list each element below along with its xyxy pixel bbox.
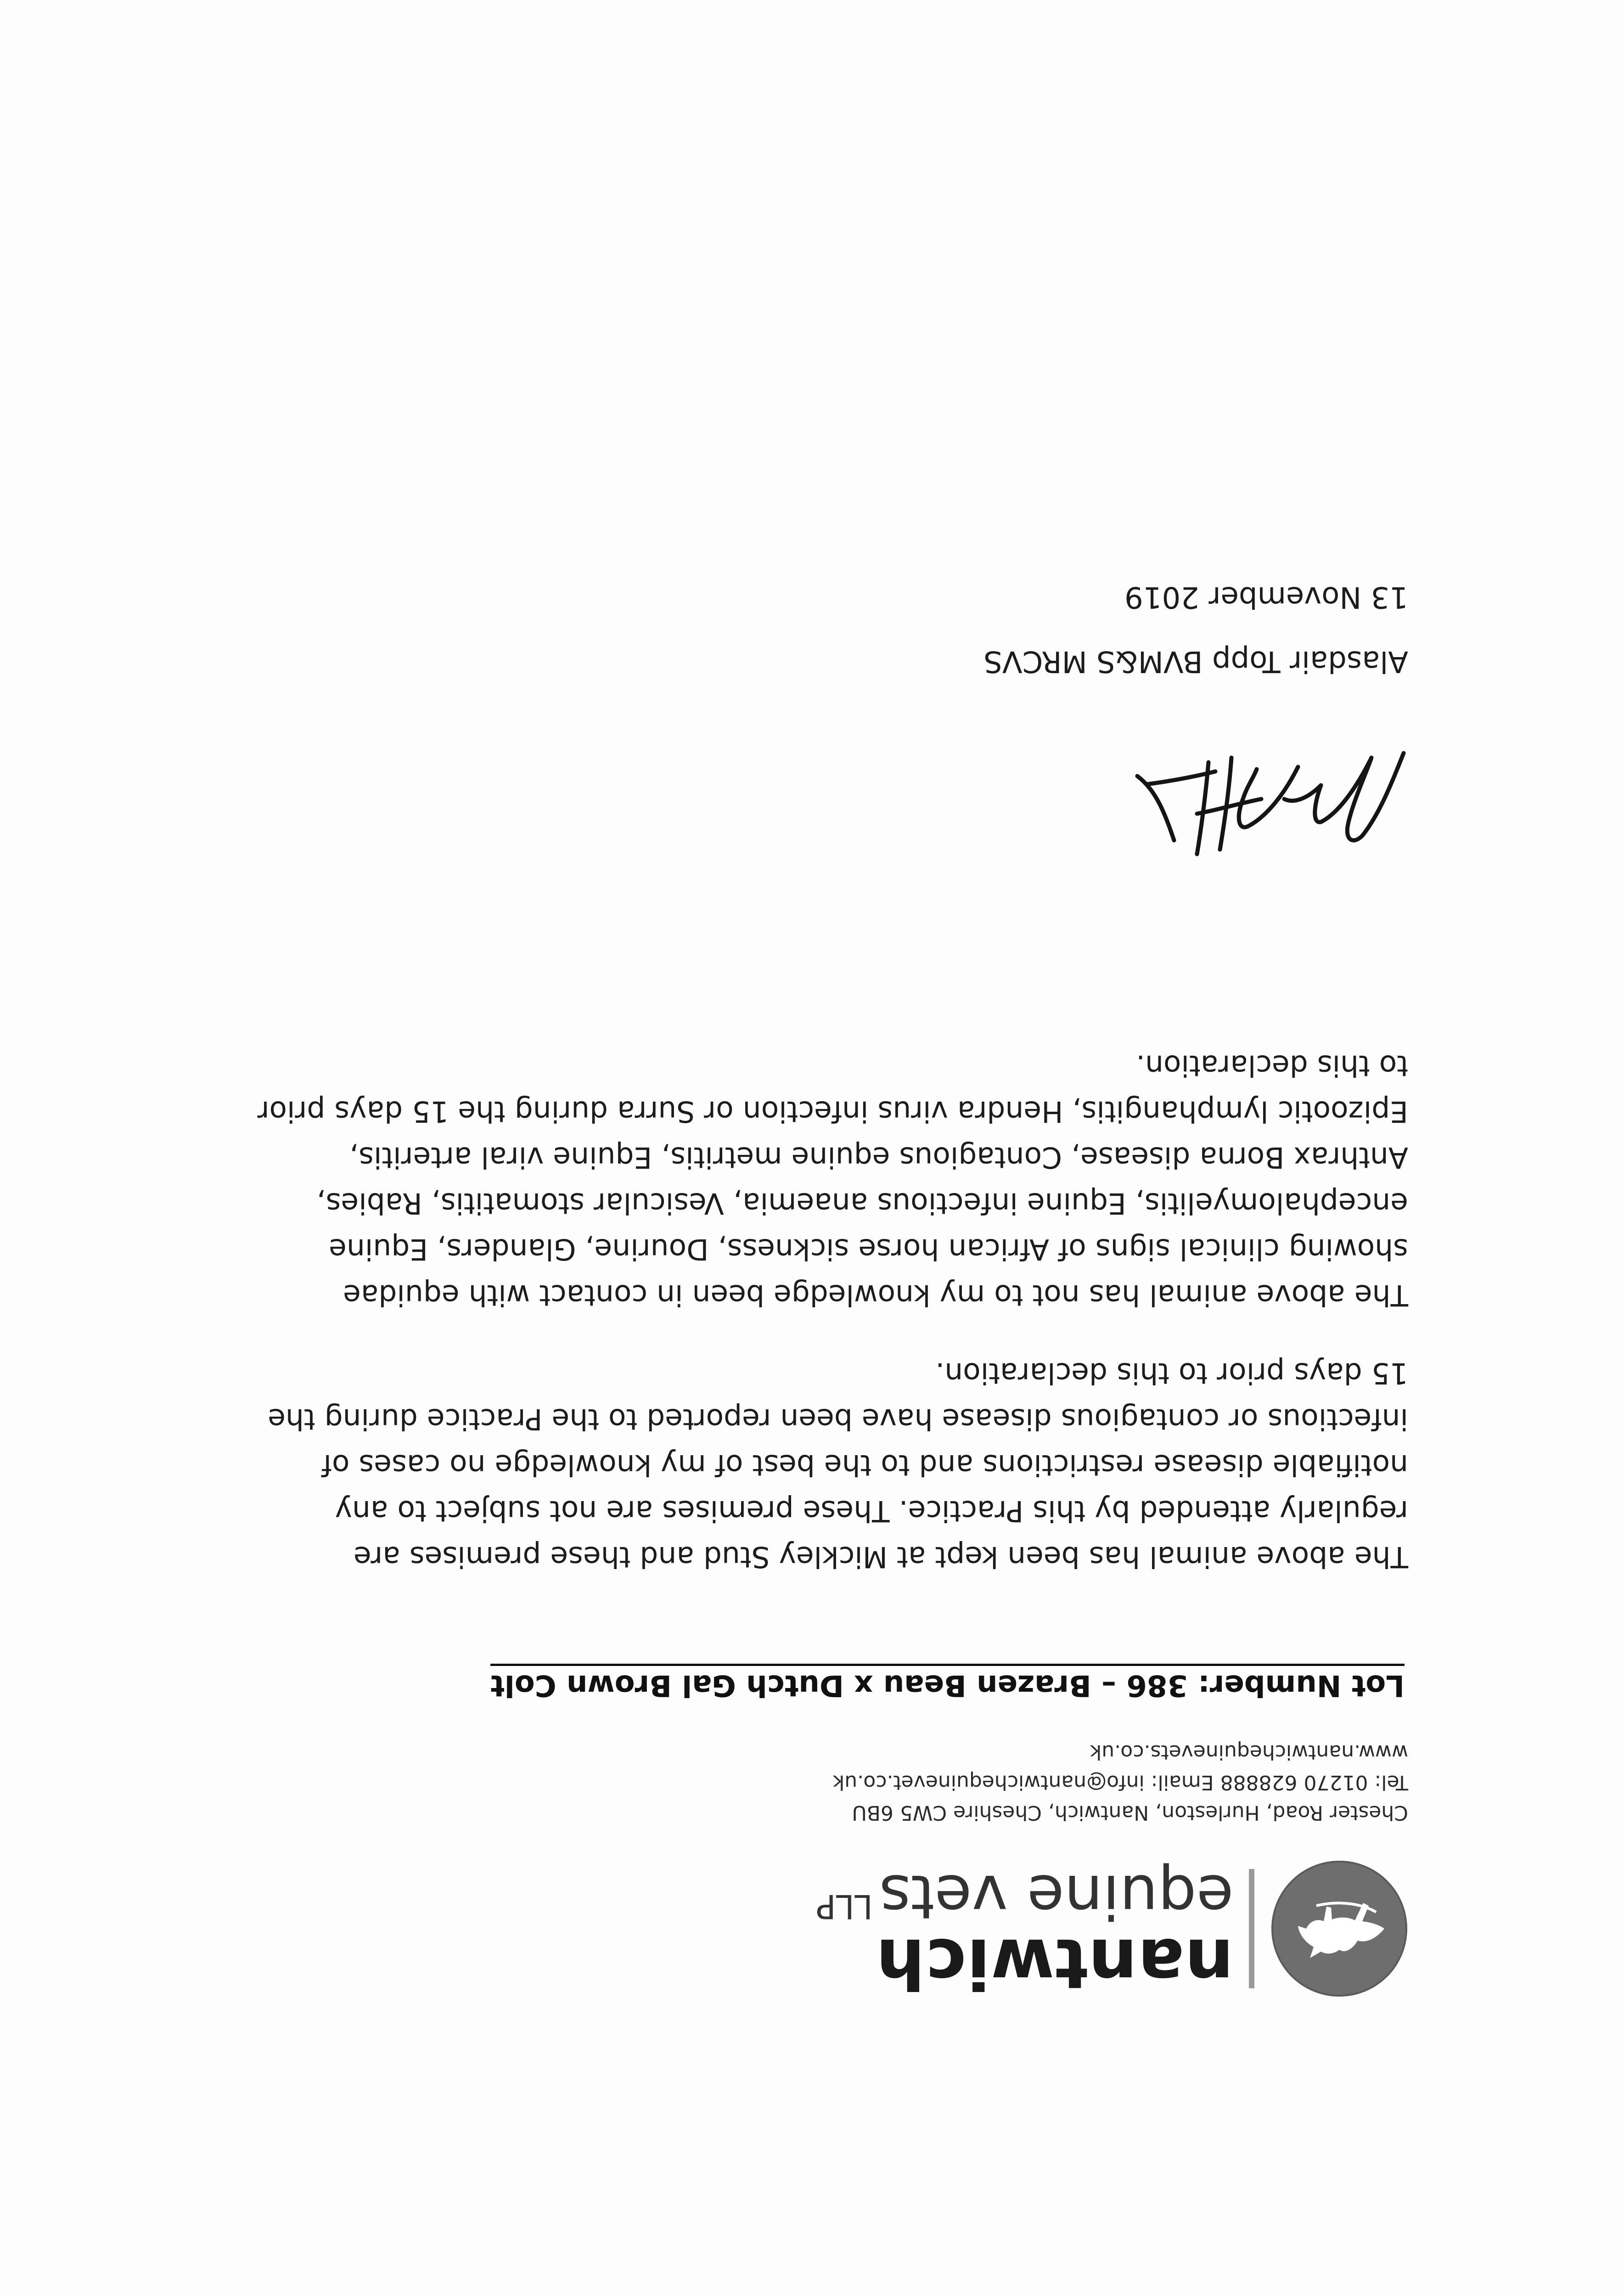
paragraph-line: encephalomyelitis, Equine infectious anaemia, Vesicular stomatitis, Rabies, xyxy=(316,1187,1408,1220)
handwritten-signature xyxy=(1128,730,1413,868)
paragraph-line: 15 days prior to this declaration. xyxy=(935,1356,1408,1390)
address-line: Chester Road, Hurleston, Nantwich, Cheshire CW5 6BU xyxy=(852,1801,1408,1824)
paragraph-line: infectious or contagious disease have been reported to the Practice during the xyxy=(268,1402,1408,1436)
letterhead-contact xyxy=(674,1737,1408,1828)
paragraph-line: Epizootic lymphangitis, Hendra virus infection or Surra during the 15 days prior xyxy=(257,1095,1408,1128)
lot-heading: Lot Number: 386 – Brazen Beau x Dutch Gal Brown Colt xyxy=(490,1664,1405,1704)
declaration-paragraph-contact xyxy=(214,1042,1408,1318)
paragraph-line: The above animal has not to my knowledge been in contact with equidae xyxy=(343,1278,1408,1312)
signatory-name: Alasdair Topp BVM&S MRCVS xyxy=(983,644,1408,678)
contact-line: Tel: 01270 628888 Email: info@nantwichequinevet.co.uk xyxy=(832,1771,1408,1794)
paragraph-line: The above animal has been kept at Mickley Stud and these premises are xyxy=(353,1540,1408,1574)
logo-divider xyxy=(1249,1869,1254,1988)
paragraph-line: showing clinical signs of African horse sickness, Dourine, Glanders, Equine xyxy=(329,1232,1408,1266)
brand-name: nantwich xyxy=(875,1923,1234,2003)
horse-logo-icon xyxy=(1270,1860,1408,1998)
brand-suffix: LLP xyxy=(816,1887,873,1926)
brand-subtitle-text: equine vets xyxy=(879,1861,1234,1932)
brand-subtitle xyxy=(816,1861,1234,1932)
website-line: www.nantwichequinevets.co.uk xyxy=(1090,1740,1408,1764)
paragraph-line: notifiable disease restrictions and to the best of my knowledge no cases of xyxy=(321,1448,1408,1482)
paragraph-line: regularly attended by this Practice. These premises are not subject to any xyxy=(335,1494,1408,1528)
letterhead-logo xyxy=(765,1860,1408,2003)
letter-date: 13 November 2019 xyxy=(1124,580,1408,614)
paragraph-line: to this declaration. xyxy=(1136,1049,1408,1082)
declaration-paragraph-premises xyxy=(214,1350,1408,1580)
paragraph-line: Anthrax Borna disease, Contagious equine metritis, Equine viral arteritis, xyxy=(349,1141,1408,1174)
